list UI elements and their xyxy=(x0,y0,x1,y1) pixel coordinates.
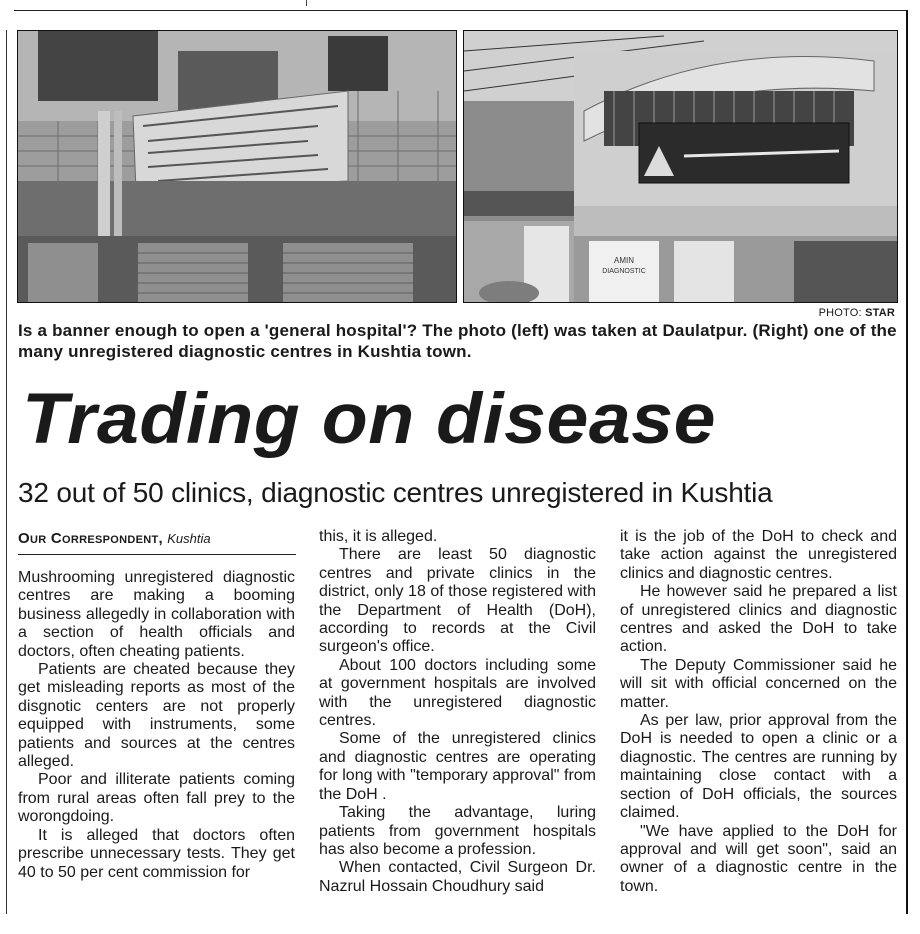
sign-text: AMIN xyxy=(614,256,634,265)
photo-credit-label: PHOTO: xyxy=(818,307,862,319)
article-column-2 xyxy=(319,528,596,896)
paragraph: He however said he prepared a list of unregistered clinics and diagnostic centres and asked the DoH to take action. xyxy=(620,583,897,656)
article-column-1 xyxy=(18,569,295,882)
top-rule xyxy=(14,10,906,11)
paragraph: Some of the unregistered clinics and diagnostic centres are operating for long with "temporary approval" from the DoH . xyxy=(319,730,596,803)
byline-place: Kushtia xyxy=(167,531,211,546)
subheadline: 32 out of 50 clinics, diagnostic centres unregistered in Kushtia xyxy=(18,477,773,508)
photo-diagnostic-centre xyxy=(463,30,898,303)
paragraph: Mushrooming unregistered diagnostic centres are making a booming business allegedly in collaboration with a section of health officials and doctors, often cheating patients. xyxy=(18,569,295,660)
article-column-3 xyxy=(620,528,897,896)
left-column-rule xyxy=(6,30,7,914)
byline xyxy=(18,529,296,549)
headline: Trading on disease xyxy=(22,380,717,459)
photo-caption: Is a banner enough to open a 'general hospital'? The photo (left) was taken at Daulatpur. (Right) one of the many unregistered diagnostic centres in Kushtia town. xyxy=(18,321,897,361)
photo-credit-source: STAR xyxy=(865,307,895,319)
paragraph: As per law, prior approval from the DoH is needed to open a clinic or a diagnostic. The centres are running by maintaining close contact with a section of DoH officials, the sources claimed. xyxy=(620,712,897,822)
byline-rule xyxy=(18,554,296,555)
paragraph: The Deputy Commissioner said he will sit with official concerned on the matter. xyxy=(620,656,897,711)
top-tick-mark xyxy=(306,0,307,6)
paragraph: About 100 doctors including some at government hospitals are involved with the unregistered diagnostic centres. xyxy=(319,656,596,730)
paragraph: Taking the advantage, luring patients from government hospitals has also become a profession. xyxy=(319,804,596,858)
paragraph: "We have applied to the DoH for approval and will get soon", said an owner of a diagnostic centre in the town. xyxy=(620,822,897,895)
paragraph: There are least 50 diagnostic centres and private clinics in the district, only 18 of those registered with the Department of Health (DoH), according to records at the Civil surgeon's office. xyxy=(319,546,596,656)
paragraph: When contacted, Civil Surgeon Dr. Nazrul Hossain Choudhury said xyxy=(319,859,596,895)
photo-hospital-banner xyxy=(17,30,457,303)
paragraph: this, it is alleged. xyxy=(319,528,438,545)
paragraph: Patients are cheated because they get misleading reports as most of the disgnotic centers are not properly equipped with instruments, some patients and sources at the centres alleged. xyxy=(18,661,295,771)
paragraph: It is alleged that doctors often prescribe unnecessary tests. They get 40 to 50 per cent commission for xyxy=(18,826,295,881)
photo-credit xyxy=(819,307,895,319)
byline-name: Our Correspondent, xyxy=(18,530,164,547)
svg-text:DIAGNOSTIC: DIAGNOSTIC xyxy=(602,268,646,275)
paragraph: Poor and illiterate patients coming from rural areas often fall prey to the worongdoing. xyxy=(18,771,295,826)
paragraph: it is the job of the DoH to check and take action against the unregistered clinics and diagnostic centres. xyxy=(620,528,897,582)
